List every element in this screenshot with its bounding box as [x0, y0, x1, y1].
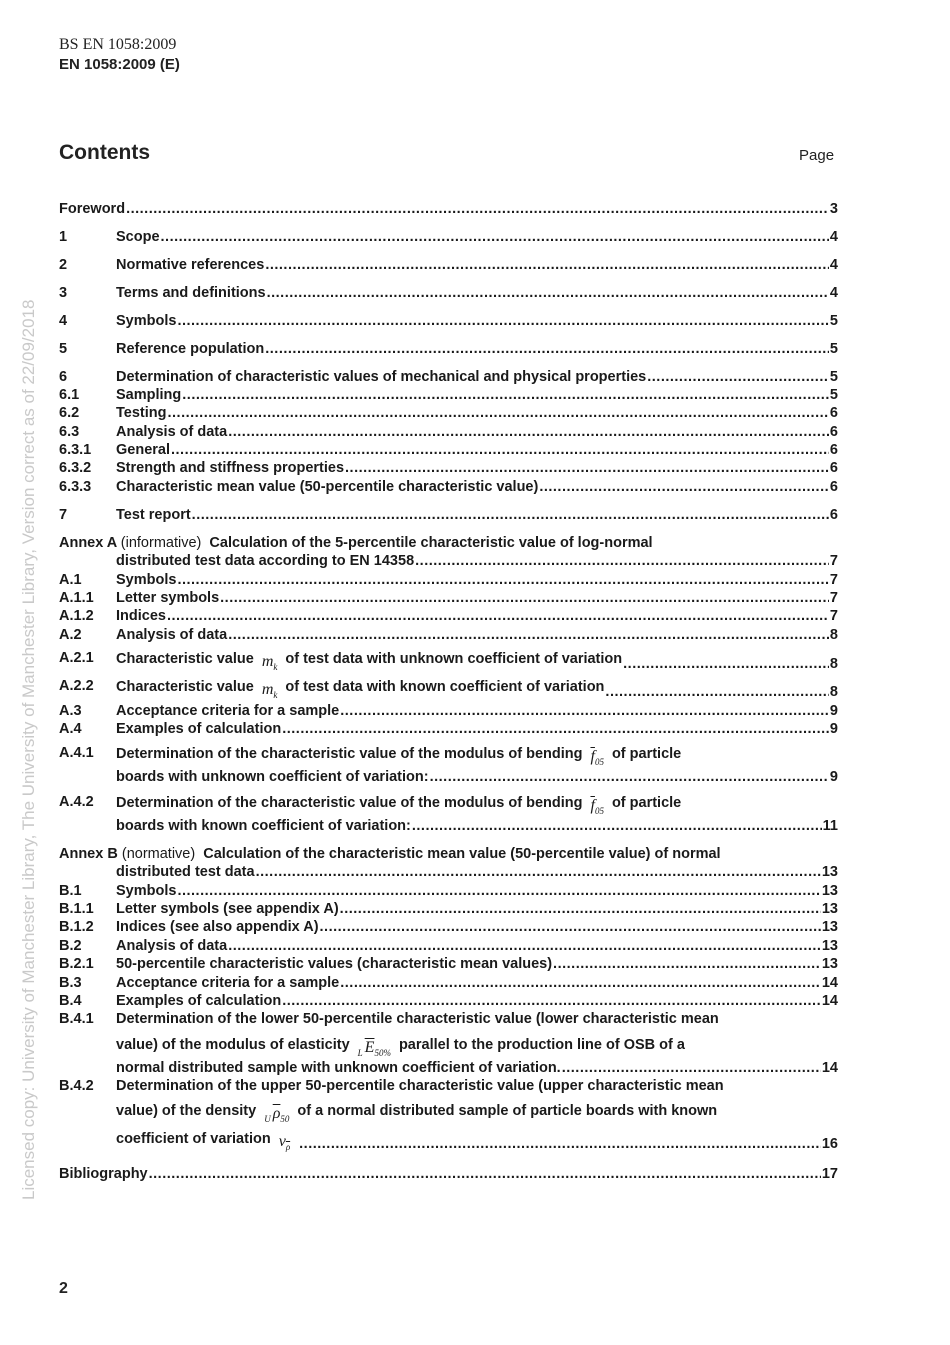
entry-page: 8 [829, 656, 838, 673]
page-number: 2 [59, 1280, 68, 1297]
symbol-f-05: $\overline{f}_{05}$ [590, 748, 604, 768]
leader-dots [192, 506, 829, 525]
entry-page: 13 [821, 938, 838, 954]
entry-page: 13 [821, 864, 838, 880]
entry-number: A.4.1 [59, 745, 94, 761]
toc-entry-a-1[interactable] [59, 571, 838, 590]
entry-number: 6.3.2 [59, 460, 92, 476]
toc-entry-b-4-1-line3[interactable] [59, 1059, 838, 1078]
entry-number: 6.1 [59, 387, 80, 403]
entry-number: B.4.2 [59, 1078, 94, 1094]
entry-title-line3: coefficient of variation [116, 1131, 271, 1147]
toc-entry-b-4-2-line2[interactable] [59, 1101, 838, 1125]
toc-entry-6-3-3[interactable] [59, 478, 838, 497]
entry-title: Acceptance criteria for a sample [116, 703, 340, 719]
toc-entry-b-1-2[interactable] [59, 918, 838, 937]
entry-number: B.2.1 [59, 956, 94, 972]
standard-designation-bs: BS EN 1058:2009 [59, 36, 177, 53]
entry-title: Determination of the characteristic value of the modulus of bending [116, 746, 583, 762]
entry-title-line2: boards with unknown coefficient of variation: [116, 769, 429, 785]
annex-title: Calculation of the characteristic mean value (50-percentile value) of normal [203, 846, 721, 862]
entry-page: 14 [821, 993, 838, 1009]
annex-type: (informative) [120, 535, 202, 551]
entry-title-line2: value) of the modulus of elasticity [116, 1037, 350, 1053]
toc-entry-b-4-2-line3[interactable] [59, 1129, 838, 1153]
entry-title-continued: of test data with known coefficient of variation [285, 679, 605, 695]
entry-number: A.1.2 [59, 608, 94, 624]
leader-dots [265, 340, 829, 359]
toc-entry-b-4-1[interactable] [59, 1010, 838, 1029]
entry-number: 4 [59, 313, 68, 329]
toc-entry-b-4-1-line2[interactable] [59, 1035, 838, 1059]
entry-page: 7 [829, 590, 838, 606]
leader-dots [340, 974, 821, 993]
entry-title: Determination of the upper 50-percentile characteristic value (upper characteristic mean [116, 1078, 724, 1094]
toc-entry-b-2[interactable] [59, 937, 838, 956]
leader-dots [220, 589, 829, 608]
leader-dots [177, 571, 828, 590]
entry-title: Testing [116, 405, 167, 421]
entry-page: 8 [829, 684, 838, 701]
toc-entry-a-1-1[interactable] [59, 589, 838, 608]
leader-dots [149, 1165, 821, 1184]
entry-page: 8 [829, 627, 838, 643]
standard-designation-en: EN 1058:2009 (E) [59, 56, 180, 73]
annex-label: Annex A [59, 535, 117, 551]
annex-title: Calculation of the 5-percentile characteristic value of log-normal [209, 535, 653, 551]
entry-page: 14 [821, 975, 838, 991]
entry-title-continued: of particle [611, 746, 682, 762]
annex-label: Annex B [59, 846, 118, 862]
leader-dots [161, 228, 829, 247]
entry-title: Characteristic value [116, 679, 254, 695]
entry-title-line2-continued: of a normal distributed sample of particle boards with known [297, 1103, 718, 1119]
toc-entry-a-2-1[interactable] [59, 649, 838, 673]
entry-page: 5 [829, 387, 838, 403]
toc-entry-a-4-1-line2[interactable] [59, 768, 838, 787]
leader-dots [167, 404, 828, 423]
entry-title: Symbols [116, 572, 177, 588]
annex-type: (normative) [121, 846, 196, 862]
entry-number: 6 [59, 369, 68, 385]
entry-title: Reference population [116, 341, 265, 357]
toc-entry-6-1[interactable] [59, 386, 838, 405]
leader-dots [282, 720, 829, 739]
entry-title: Normative references [116, 257, 265, 273]
entry-page: 16 [821, 1136, 838, 1153]
entry-page: 6 [829, 405, 838, 421]
entry-title: Letter symbols (see appendix A) [116, 901, 339, 917]
entry-number: 7 [59, 507, 68, 523]
entry-title: Analysis of data [116, 424, 228, 440]
entry-number: 6.3.3 [59, 479, 92, 495]
entry-number: A.2.1 [59, 650, 94, 666]
entry-title-line2: value) of the density [116, 1103, 257, 1119]
entry-number: A.4.2 [59, 794, 94, 810]
entry-title: Examples of calculation [116, 721, 282, 737]
symbol-l-e-50: $_L$ $\overline{E}_{50\%}$ [357, 1039, 391, 1059]
leader-dots [623, 655, 829, 674]
leader-dots [177, 882, 820, 901]
page-column-label: Page [799, 147, 835, 164]
leader-dots [345, 459, 829, 478]
toc-entry-b-1-1[interactable] [59, 900, 838, 919]
entry-title: Sampling [116, 387, 182, 403]
entry-number: 2 [59, 257, 68, 273]
entry-title-line3: normal distributed sample with unknown coefficient of variation. [116, 1060, 561, 1076]
entry-title: Indices [116, 608, 166, 624]
entry-title: Acceptance criteria for a sample [116, 975, 340, 991]
toc-entry-b-4[interactable] [59, 992, 838, 1011]
entry-number: 3 [59, 285, 68, 301]
entry-title-continued: of particle [611, 795, 682, 811]
leader-dots [562, 1059, 821, 1078]
entry-number: B.1.1 [59, 901, 94, 917]
entry-title: Symbols [116, 313, 177, 329]
leader-dots [267, 284, 829, 303]
leader-dots [605, 683, 829, 702]
entry-page: 14 [821, 1060, 838, 1076]
entry-page: 6 [829, 442, 838, 458]
leader-dots [228, 626, 829, 645]
entry-title: Test report [116, 507, 191, 523]
entry-number: B.4 [59, 993, 82, 1009]
toc-entry-a-2[interactable] [59, 626, 838, 645]
entry-number: A.2.2 [59, 678, 94, 694]
toc-entry-a-2-2[interactable] [59, 677, 838, 701]
toc-entry-6-2[interactable] [59, 404, 838, 423]
entry-page: 5 [829, 369, 838, 385]
entry-title: Examples of calculation [116, 993, 282, 1009]
symbol-f-05: $\overline{f}_{05}$ [590, 797, 604, 817]
toc-entry-b-1[interactable] [59, 882, 838, 901]
leader-dots [539, 478, 829, 497]
entry-title: General [116, 442, 170, 458]
entry-title: Analysis of data [116, 627, 228, 643]
leader-dots [299, 1135, 821, 1154]
toc-entry-4[interactable] [59, 312, 838, 331]
toc-annex-a-line2[interactable] [59, 552, 838, 571]
toc-entry-3[interactable] [59, 284, 838, 303]
entry-title: Symbols [116, 883, 177, 899]
entry-number: B.3 [59, 975, 82, 991]
entry-title: Analysis of data [116, 938, 228, 954]
leader-dots [553, 955, 821, 974]
leader-dots [171, 441, 829, 460]
entry-number: 1 [59, 229, 68, 245]
entry-title: 50-percentile characteristic values (characteristic mean values) [116, 956, 553, 972]
leader-dots [412, 817, 822, 836]
symbol-m-k: $m_k$ [261, 681, 278, 701]
symbol-v-rho: $v_{\overline{\rho}}$ [278, 1133, 291, 1153]
entry-title: Scope [116, 229, 160, 245]
entry-page: 6 [829, 479, 838, 495]
entry-page: 7 [829, 553, 838, 569]
toc-annex-a-heading[interactable] [59, 534, 838, 553]
entry-number: 6.2 [59, 405, 80, 421]
toc-entry-b-4-2[interactable] [59, 1077, 838, 1096]
entry-page: 6 [829, 507, 838, 523]
toc-entry-7[interactable] [59, 506, 838, 525]
entry-page: 13 [821, 901, 838, 917]
toc-entry-a-1-2[interactable] [59, 607, 838, 626]
toc-annex-b-heading[interactable] [59, 845, 838, 864]
leader-dots [228, 423, 829, 442]
leader-dots [256, 863, 821, 882]
entry-number: B.1.2 [59, 919, 94, 935]
leader-dots [415, 552, 829, 571]
entry-page: 11 [822, 818, 838, 834]
entry-page: 5 [829, 313, 838, 329]
toc-entry-a-3[interactable] [59, 702, 838, 721]
entry-number: B.4.1 [59, 1011, 94, 1027]
license-watermark: Licensed copy: University of Manchester Library, The University of Manchester Library, Version correct as of 22/09/2018 [19, 299, 38, 1200]
entry-page: 9 [829, 769, 838, 785]
toc-entry-6[interactable] [59, 368, 838, 387]
annex-title-continued: distributed test data according to EN 14358 [116, 553, 415, 569]
entry-title: Characteristic value [116, 651, 254, 667]
entry-page: 6 [829, 424, 838, 440]
leader-dots [430, 768, 829, 787]
leader-dots [340, 702, 829, 721]
page-title: Contents [59, 141, 150, 164]
entry-page: 4 [829, 257, 838, 273]
entry-title: Determination of the lower 50-percentile characteristic value (lower characteristic mean [116, 1011, 719, 1027]
toc-entry-6-3-1[interactable] [59, 441, 838, 460]
entry-number: B.2 [59, 938, 82, 954]
entry-title-line2-continued: parallel to the production line of OSB of a [398, 1037, 685, 1053]
entry-page: 13 [821, 919, 838, 935]
leader-dots [126, 200, 829, 219]
toc-entry-b-3[interactable] [59, 974, 838, 993]
leader-dots [182, 386, 829, 405]
entry-title: Determination of the characteristic value of the modulus of bending [116, 795, 583, 811]
leader-dots [167, 607, 829, 626]
entry-number: A.1 [59, 572, 82, 588]
entry-page: 4 [829, 285, 838, 301]
entry-page: 7 [829, 572, 838, 588]
entry-title: Strength and stiffness properties [116, 460, 345, 476]
entry-number: 5 [59, 341, 68, 357]
entry-page: 5 [829, 341, 838, 357]
symbol-m-k: $m_k$ [261, 653, 278, 673]
entry-title: Bibliography [59, 1166, 148, 1182]
toc-entry-bibliography[interactable] [59, 1165, 838, 1184]
toc-annex-b-line2[interactable] [59, 863, 838, 882]
leader-dots [177, 312, 828, 331]
toc-entry-a-4-1[interactable] [59, 744, 838, 768]
toc-entry-a-4-2[interactable] [59, 793, 838, 817]
leader-dots [340, 900, 821, 919]
toc-entry-6-3[interactable] [59, 423, 838, 442]
leader-dots [282, 992, 821, 1011]
entry-title: Foreword [59, 201, 126, 217]
leader-dots [647, 368, 829, 387]
entry-page: 9 [829, 703, 838, 719]
entry-title-line2: boards with known coefficient of variation: [116, 818, 411, 834]
toc-entry-6-3-2[interactable] [59, 459, 838, 478]
entry-title: Characteristic mean value (50-percentile characteristic value) [116, 479, 539, 495]
entry-title: Determination of characteristic values of mechanical and physical properties [116, 369, 647, 385]
entry-title-continued: of test data with unknown coefficient of variation [285, 651, 623, 667]
leader-dots [320, 918, 821, 937]
entry-page: 9 [829, 721, 838, 737]
entry-title: Indices (see also appendix A) [116, 919, 319, 935]
entry-title: Terms and definitions [116, 285, 266, 301]
entry-number: B.1 [59, 883, 82, 899]
entry-number: A.2 [59, 627, 82, 643]
leader-dots [265, 256, 829, 275]
symbol-u-rho-50: $_U$ $\overline{\rho}_{50}$ [264, 1105, 290, 1125]
toc-entry-a-4[interactable] [59, 720, 838, 739]
entry-title: Letter symbols [116, 590, 220, 606]
toc-entry-1[interactable] [59, 228, 838, 247]
entry-page: 13 [821, 956, 838, 972]
toc-entry-a-4-2-line2[interactable] [59, 817, 838, 836]
entry-page: 17 [821, 1166, 838, 1182]
toc-entry-b-2-1[interactable] [59, 955, 838, 974]
entry-page: 6 [829, 460, 838, 476]
entry-number: A.1.1 [59, 590, 94, 606]
entry-number: 6.3 [59, 424, 80, 440]
toc-entry-2[interactable] [59, 256, 838, 275]
entry-page: 7 [829, 608, 838, 624]
entry-number: A.4 [59, 721, 82, 737]
toc-entry-5[interactable] [59, 340, 838, 359]
entry-number: A.3 [59, 703, 82, 719]
annex-title-continued: distributed test data [116, 864, 255, 880]
entry-page: 4 [829, 229, 838, 245]
entry-number: 6.3.1 [59, 442, 92, 458]
entry-page: 3 [829, 201, 838, 217]
entry-page: 13 [821, 883, 838, 899]
toc-entry-foreword[interactable] [59, 200, 838, 219]
leader-dots [228, 937, 821, 956]
